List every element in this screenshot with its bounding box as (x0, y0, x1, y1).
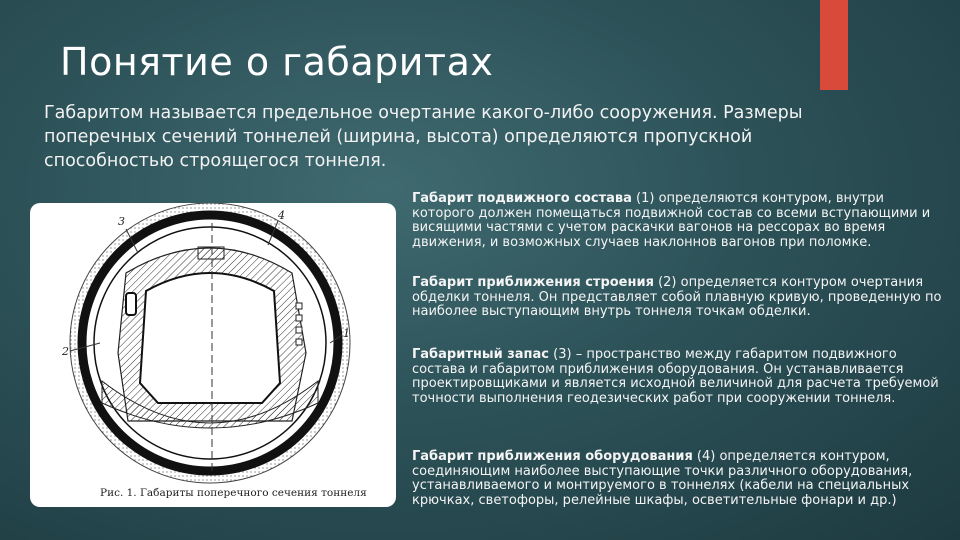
figure-label-2: 2 (62, 345, 69, 358)
definition-term: Габарит приближения оборудования (412, 449, 693, 464)
figure-label-1: 1 (343, 327, 350, 340)
tunnel-diagram (30, 203, 396, 507)
definition-text: (4) определяется контуром, соединяющим наиболее выступающие точки различного оборудования, устанавливаемого и монтируемого в тоннелях (кабели на специальных крючках, светофоры, релейные шкафы, осветительные фонари и др.) (412, 449, 913, 508)
slide-title: Понятие о габаритах (60, 40, 494, 84)
accent-bar (820, 0, 848, 90)
figure-caption: Рис. 1. Габариты поперечного сечения тоннеля (100, 487, 367, 499)
definition-clearance-margin (412, 348, 950, 406)
figure-label-4: 4 (278, 209, 285, 222)
definition-equipment-clearance (412, 450, 950, 508)
definition-text: (3) – пространство между габаритом подвижного состава и габаритом приближения оборудования. Он устанавливается проектировщиками и является исходной величиной для расчета требуемой точности выполнения геодезических работ при сооружении тоннеля. (412, 347, 939, 406)
definition-term: Габаритный запас (412, 347, 550, 362)
tunnel-cross-section-figure (30, 203, 396, 507)
definition-rolling-stock (412, 192, 950, 250)
definition-text: (2) определяется контуром очертания обделки тоннеля. Он представляет собой плавную кривую, проведенную по наиболее выступающим внутрь тоннеля точкам обделки. (412, 275, 942, 319)
definition-term: Габарит приближения строения (412, 275, 654, 290)
rolling-stock-gauge (140, 273, 280, 403)
definition-term: Габарит подвижного состава (412, 191, 632, 206)
intro-paragraph: Габаритом называется предельное очертание какого-либо сооружения. Размеры поперечных сечений тоннелей (ширина, высота) определяются пропускной способностью строящегося тоннеля. (44, 103, 803, 171)
definition-text: (1) определяются контуром, внутри которого должен помещаться подвижной состав со всеми вступающими и висящими частями с учетом раскачки вагонов на рессорах во время движения, и возможных случаев наклоннов вагонов при поломке. (412, 191, 931, 250)
definition-structure-clearance (412, 276, 950, 320)
figure-label-3: 3 (118, 215, 125, 228)
